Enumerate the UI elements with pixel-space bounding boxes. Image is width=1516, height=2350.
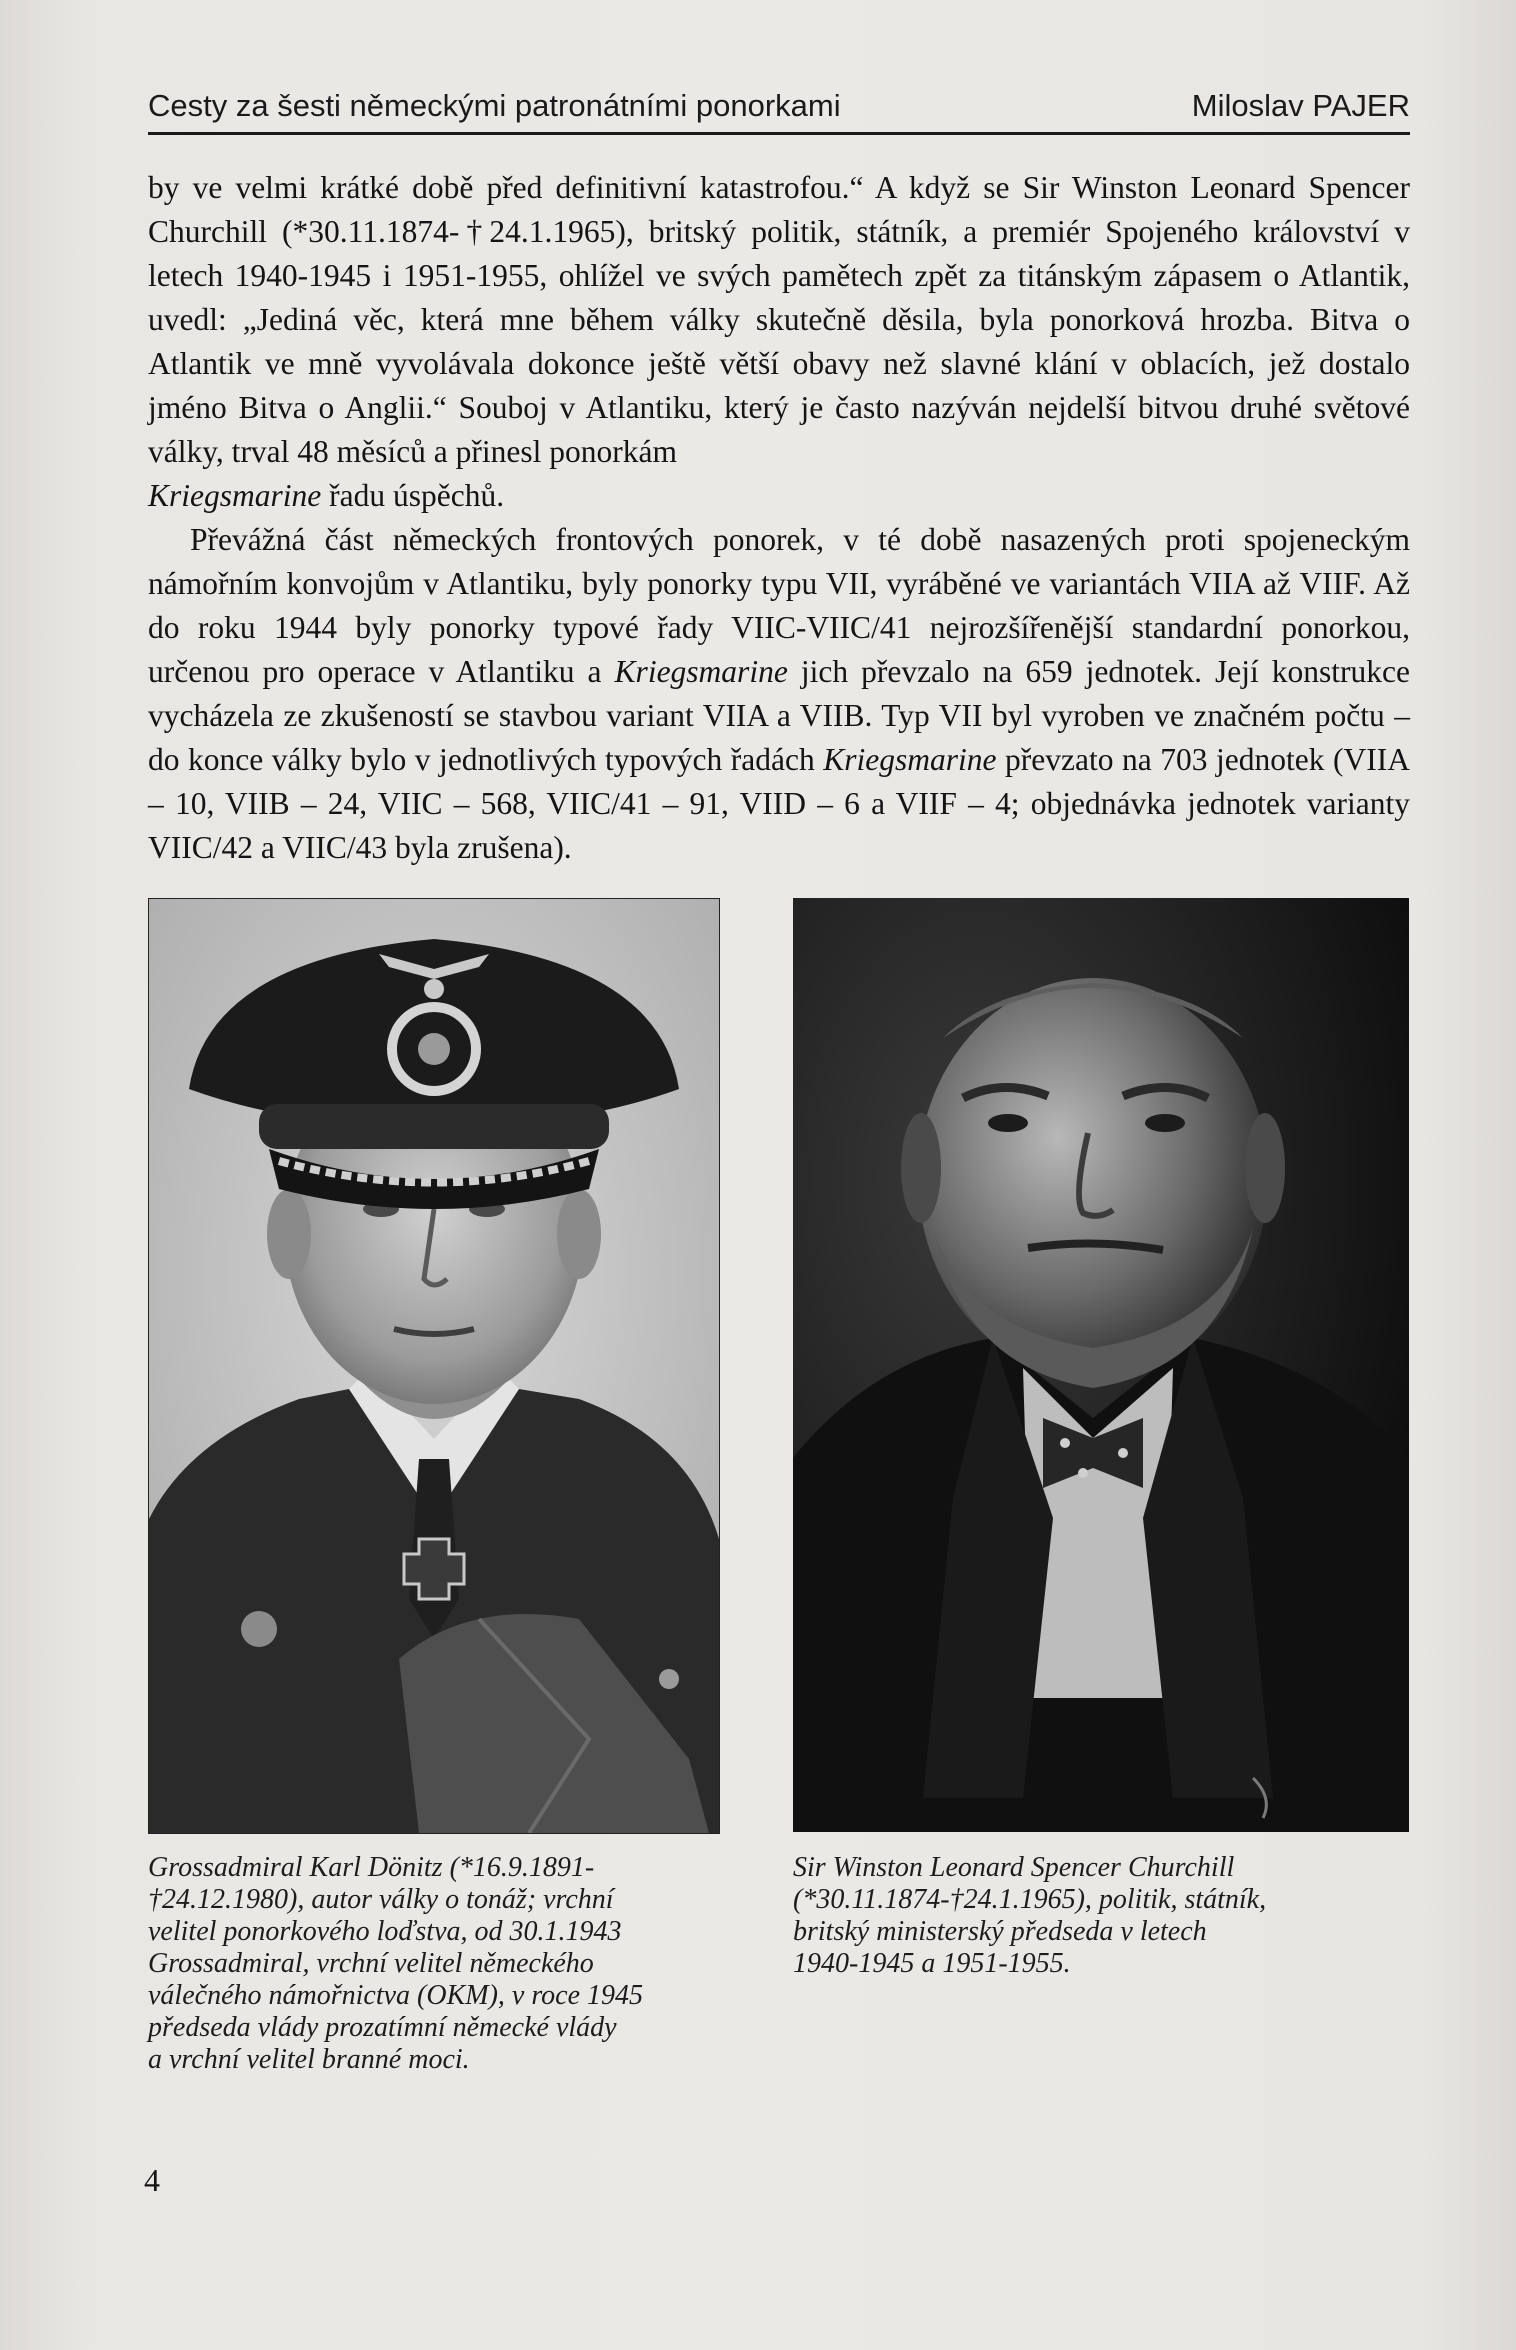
caption-line: Grossadmiral, vrchní velitel německého — [148, 1948, 594, 1979]
paragraph-2 — [148, 518, 1410, 870]
caption-line: a vrchní velitel branné moci. — [148, 2044, 470, 2075]
paragraph-2-italic-1: Kriegsmarine — [614, 654, 788, 689]
header-author: Miloslav PAJER — [1191, 88, 1410, 123]
donitz-portrait-photo — [148, 898, 720, 1834]
paragraph-1 — [148, 166, 1410, 518]
caption-line: velitel ponorkového loďstva, od 30.1.1943 — [148, 1916, 622, 1947]
body-text — [148, 166, 1410, 870]
paragraph-2-part-a: Převážná část německých frontových ponorek, v té době nasazených proti spojeneckým námořním konvojům v Atlantiku, byly ponorky typu VII, vyráběné ve variantách VIIA až VIIF. Až do roku 1944 byly ponorky typové řady VIIC-VIIC/41 nejrozšířenější standardní ponorkou, určenou pro operace v Atlantiku a — [148, 522, 1410, 689]
caption-line: †24.12.1980), autor války o tonáž; vrchní — [148, 1884, 614, 1915]
caption-line: válečného námořnictva (OKM), v roce 1945 — [148, 1980, 644, 2011]
header-book-title: Cesty za šesti německými patronátními ponorkami — [148, 88, 841, 123]
paragraph-1-end: řadu úspěchů. — [321, 478, 505, 513]
paragraph-1-text: by ve velmi krátké době před definitivní katastrofou.“ A když se Sir Winston Leonard Spencer Churchill (*30.11.1874-†24.1.1965), britský politik, státník, a premiér Spojeného království v letech 1940-1945 i 1951-1955, ohlížel ve svých pamětech zpět za titánským zápasem o Atlantik, uvedl: „Jediná věc, která mne během války skutečně děsila, byla ponorková hrozba. Bitva o Atlantik ve mně vyvolávala dokonce ještě větší obavy než slavné klání v oblacích, jež dostalo jméno Bitva o Anglii.“ Souboj v Atlantiku, který je často nazýván nejdelší bitvou druhé světové války, trval 48 měsíců a přinesl ponorkám — [148, 170, 1410, 469]
paragraph-2-part-c: převzato na 703 jednotek (VIIA – 10, VIIB – 24, VIIC – 568, VIIC/41 – 91, VIID – 6 a VIIF – 4; objednávka jednotek varianty VIIC/42 a VIIC/43 byla zrušena). — [148, 742, 1410, 865]
caption-churchill — [793, 1852, 1373, 1980]
caption-line: 1940-1945 a 1951-1955. — [793, 1948, 1071, 1979]
running-header — [148, 72, 1410, 135]
caption-line: předseda vlády prozatímní německé vlády — [148, 2012, 617, 2043]
caption-line: (*30.11.1874-†24.1.1965), politik, státník, — [793, 1884, 1267, 1915]
caption-line: britský ministerský předseda v letech — [793, 1916, 1207, 1947]
churchill-portrait-photo — [793, 898, 1409, 1832]
caption-line: Sir Winston Leonard Spencer Churchill — [793, 1852, 1235, 1883]
caption-donitz — [148, 1852, 718, 2076]
paragraph-2-part-b: jich převzalo na 659 jednotek. Její konstrukce vycházela ze zkušeností se stavbou variant VIIA a VIIB. Typ VII byl vyroben ve značném počtu – do konce války bylo v jednotlivých typových řadách — [148, 654, 1410, 777]
page-number: 4 — [144, 2162, 160, 2198]
caption-line: Grossadmiral Karl Dönitz (*16.9.1891- — [148, 1852, 595, 1883]
paragraph-1-italic: Kriegsmarine — [148, 478, 322, 513]
paragraph-2-italic-2: Kriegsmarine — [823, 742, 997, 777]
